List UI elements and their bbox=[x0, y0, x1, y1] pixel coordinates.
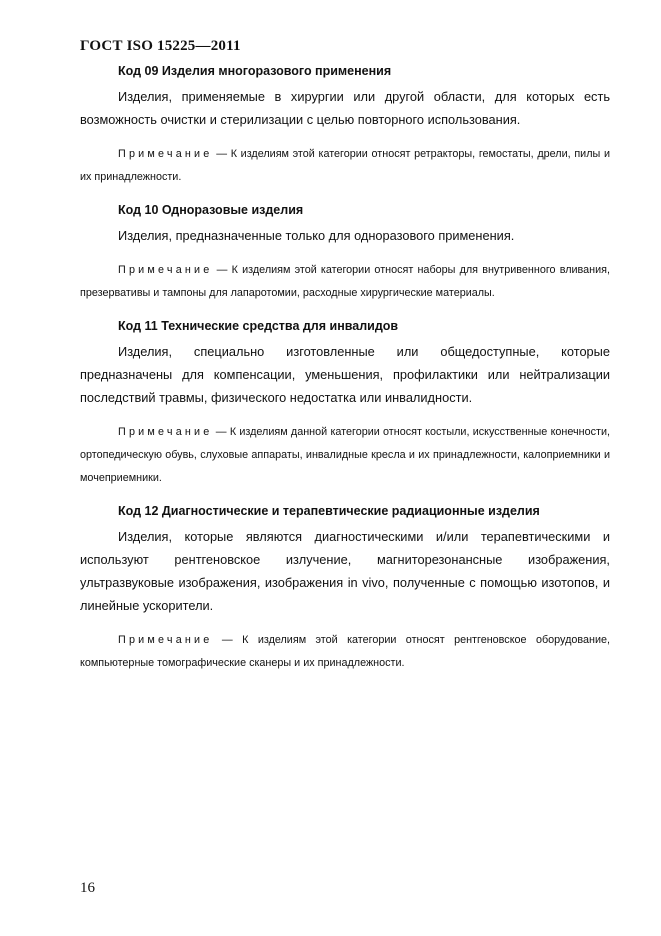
section-text: Изделия, применяемые в хирургии или другой области, для которых есть возможность очистки и стерилизации с целью повторного использования. bbox=[80, 89, 610, 127]
document-header: ГОСТ ISO 15225—2011 bbox=[80, 38, 241, 54]
section-heading: Код 11 Технические средства для инвалидов bbox=[118, 319, 399, 333]
section-code-11 bbox=[80, 317, 610, 490]
section-note bbox=[80, 629, 610, 675]
section-code-10 bbox=[80, 201, 610, 305]
section-heading: Код 10 Одноразовые изделия bbox=[118, 203, 304, 217]
note-label: Примечание bbox=[118, 426, 213, 438]
section-text: Изделия, предназначенные только для одноразового применения. bbox=[118, 228, 515, 243]
note-text: — К изделиям данной категории относят костыли, искусственные конечности, ортопедическую обувь, слуховые аппараты, инвалидные кресла и их принадлежности, калоприемники и мочеприемники. bbox=[80, 426, 610, 484]
section-note bbox=[80, 421, 610, 490]
note-text: — К изделиям этой категории относят ретракторы, гемостаты, дрели, пилы и их принадлежности. bbox=[80, 148, 610, 183]
section-heading: Код 09 Изделия многоразового применения bbox=[118, 64, 392, 78]
section-note bbox=[80, 259, 610, 305]
section-note bbox=[80, 143, 610, 189]
note-label: Примечание bbox=[118, 264, 213, 276]
document-body bbox=[80, 62, 610, 687]
note-text: — К изделиям этой категории относят наборы для внутривенного вливания, презервативы и тампоны для лапаротомии, расходные хирургические материалы. bbox=[80, 264, 610, 299]
page-number: 16 bbox=[80, 880, 95, 896]
section-code-09 bbox=[80, 62, 610, 189]
section-code-12 bbox=[80, 502, 610, 675]
section-heading: Код 12 Диагностические и терапевтические радиационные изделия bbox=[118, 504, 540, 518]
section-text: Изделия, специально изготовленные или общедоступные, которые предназначены для компенсации, уменьшения, профилактики или нейтрализации последствий травмы, физического недостатка или инвалидности. bbox=[80, 344, 610, 405]
section-text: Изделия, которые являются диагностическими и/или терапевтическими и используют рентгеновское излучение, магниторезонансные изображения, ультразвуковые изображения, изображения in vivo, полученные с помощью изотопов, и линейные ускорители. bbox=[80, 529, 610, 613]
note-text: — К изделиям этой категории относят рентгеновское оборудование, компьютерные томографические сканеры и их принадлежности. bbox=[80, 634, 610, 669]
note-label: Примечание bbox=[118, 634, 213, 646]
note-label: Примечание bbox=[118, 148, 213, 160]
